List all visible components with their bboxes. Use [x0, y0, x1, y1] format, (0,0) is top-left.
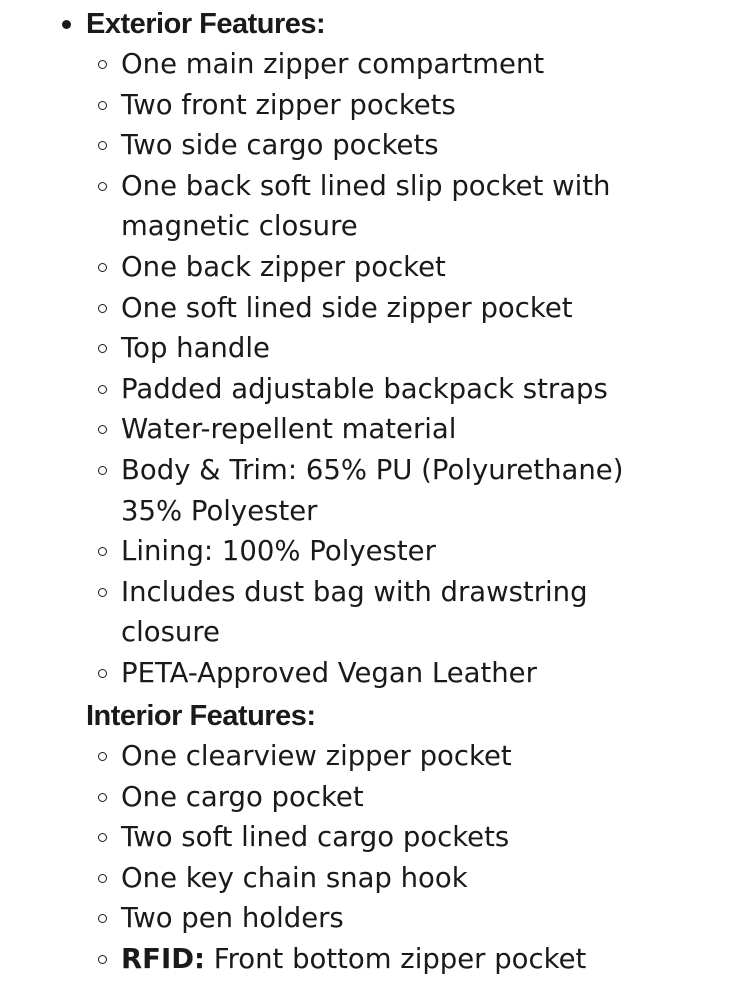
list-item — [0, 939, 745, 980]
list-item: Padded adjustable backpack straps — [0, 369, 745, 410]
bullet-circle-icon — [98, 466, 107, 475]
bullet-circle-icon — [98, 60, 107, 69]
bullet-circle-icon — [98, 385, 107, 394]
bullet-circle-icon — [98, 263, 107, 272]
bullet-circle-icon — [98, 669, 107, 678]
exterior-features-section — [0, 4, 745, 694]
list-item: Two soft lined cargo pockets — [0, 817, 745, 858]
bullet-circle-icon — [98, 914, 107, 923]
list-item: One back soft lined slip pocket with magnetic closure — [0, 166, 745, 247]
list-item: One soft lined side zipper pocket — [0, 288, 745, 329]
list-item: One key chain snap hook — [0, 858, 745, 899]
bullet-circle-icon — [98, 752, 107, 761]
bullet-circle-icon — [98, 304, 107, 313]
rfid-text: Front bottom zipper pocket — [205, 942, 587, 975]
bullet-circle-icon — [98, 588, 107, 597]
list-item: One main zipper compartment — [0, 44, 745, 85]
list-item: PETA-Approved Vegan Leather — [0, 653, 745, 694]
bullet-disc-icon — [62, 20, 71, 29]
exterior-features-heading: Exterior Features: — [86, 8, 326, 40]
bullet-circle-icon — [98, 425, 107, 434]
exterior-features-header — [0, 4, 745, 44]
list-item: Includes dust bag with drawstring closure — [0, 572, 745, 653]
list-item: Two front zipper pockets — [0, 85, 745, 126]
list-item: Body & Trim: 65% PU (Polyurethane) 35% Polyester — [0, 450, 745, 531]
bullet-circle-icon — [98, 141, 107, 150]
interior-features-section — [0, 696, 745, 980]
list-item: Two pen holders — [0, 898, 745, 939]
list-item: Lining: 100% Polyester — [0, 531, 745, 572]
exterior-features-list — [0, 44, 745, 694]
bullet-circle-icon — [98, 547, 107, 556]
list-item: One clearview zipper pocket — [0, 736, 745, 777]
bullet-circle-icon — [98, 182, 107, 191]
list-item: Two side cargo pockets — [0, 125, 745, 166]
interior-features-list — [0, 736, 745, 980]
interior-features-header — [0, 696, 745, 736]
list-item: One back zipper pocket — [0, 247, 745, 288]
bullet-circle-icon — [98, 344, 107, 353]
bullet-circle-icon — [98, 101, 107, 110]
bullet-circle-icon — [98, 833, 107, 842]
bullet-circle-icon — [98, 955, 107, 964]
bullet-circle-icon — [98, 874, 107, 883]
list-item: Top handle — [0, 328, 745, 369]
list-item: One cargo pocket — [0, 777, 745, 818]
interior-features-heading: Interior Features: — [86, 700, 316, 732]
list-item: Water-repellent material — [0, 409, 745, 450]
bullet-circle-icon — [98, 793, 107, 802]
rfid-label: RFID: — [121, 942, 206, 975]
